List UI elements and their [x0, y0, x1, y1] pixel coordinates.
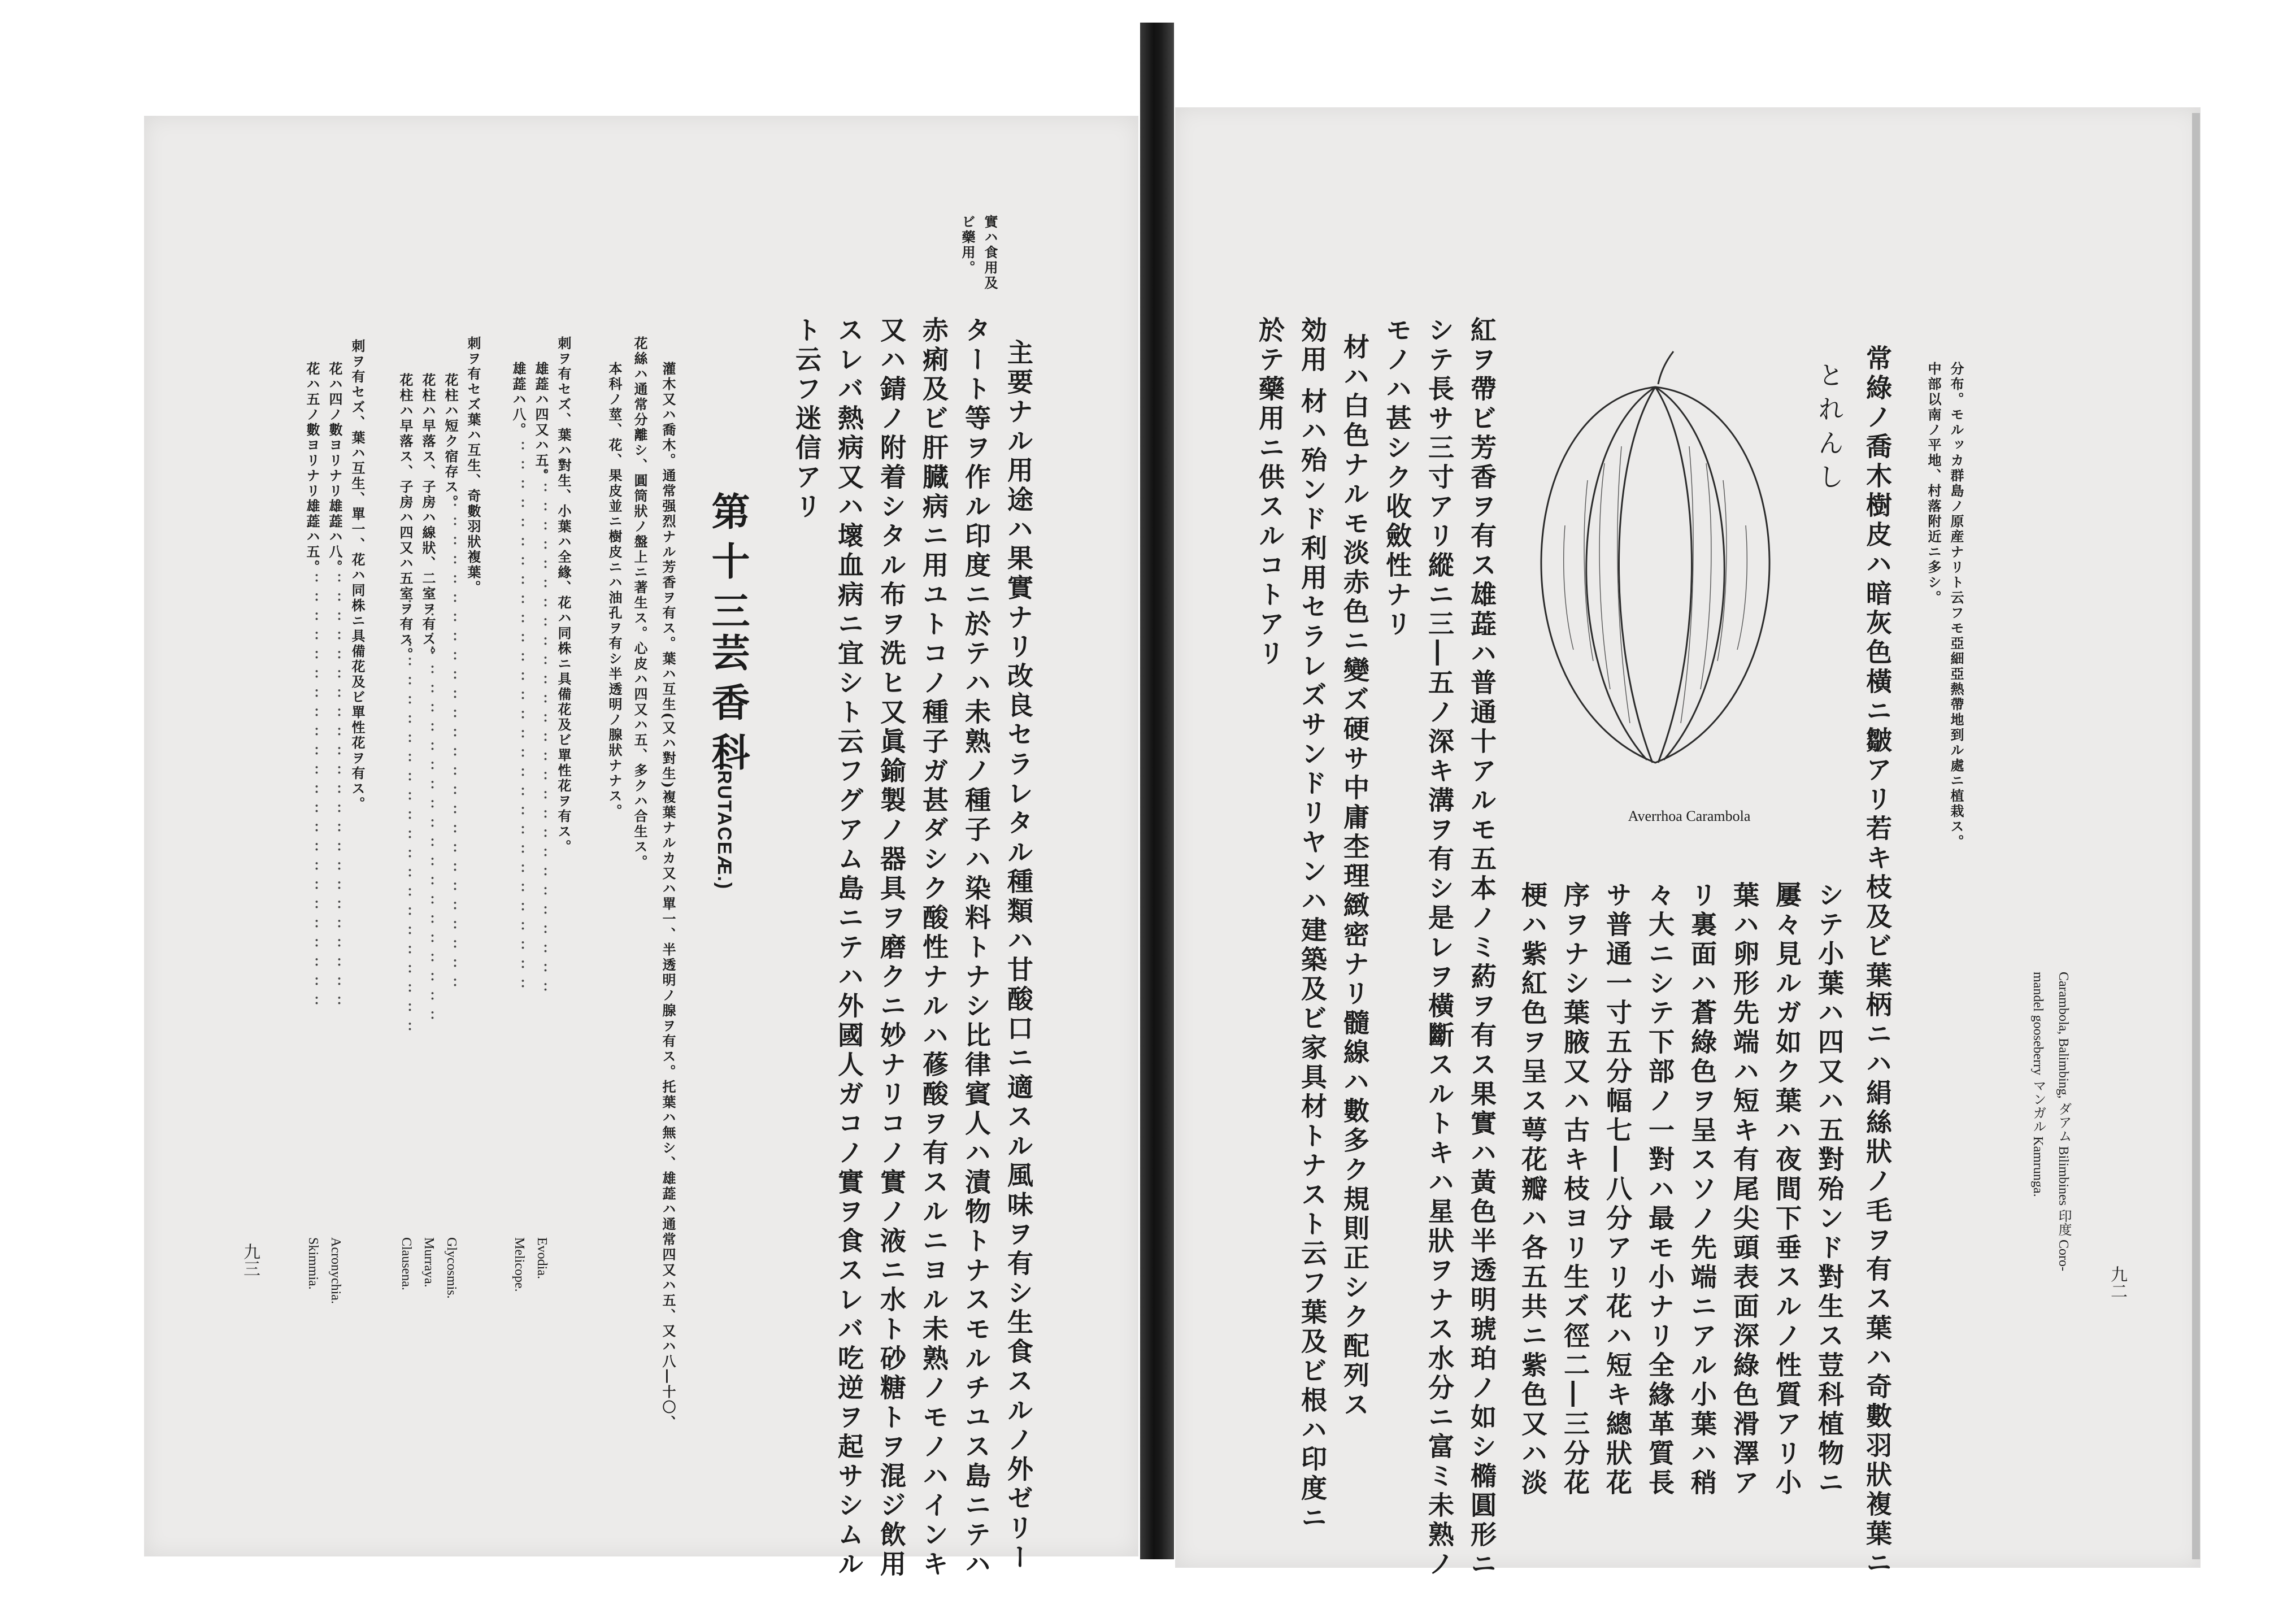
description-line-12: モノハ甚シク收斂性ナリ	[1382, 316, 1412, 640]
key-leader-dots: ：：：：：：：：：：：：：：：：：：：：：：：：	[304, 554, 320, 1015]
genus-murraya: Murraya.	[421, 1237, 436, 1288]
genus-skimmia: Skimmia.	[306, 1237, 320, 1290]
key-leader-dots: ：：：：：：：：：：：：：：：：：：：：：：：	[397, 599, 414, 1041]
genus-glycosmis: Glycosmis.	[444, 1237, 459, 1299]
family-description-line-2: 花絲ハ通常分離シ、圓筒狀ノ盤上ニ著生ス。心皮ハ四又ハ五、多クハ合生ス。	[632, 336, 648, 870]
family-description-line-3: 本科ノ莖、花、果皮並ニ樹皮ニハ油孔ヲ有シ半透明ノ腺狀ナナス。	[606, 362, 623, 819]
key-row-5: 花柱ハ短ク宿存ス。	[442, 373, 459, 510]
fruit-ridge-3	[1586, 387, 1655, 760]
uses-line-4: 又ハ錆ノ附着シタル布ヲ洗ヒ又眞鍮製ノ器具ヲ磨クニ妙ナリコノ實ノ液ニ水ト砂糖トヲ混ジ飲用	[876, 316, 907, 1580]
key-leader-dots: ：：：：：：：：：：：：：：：：：：：：：：：：：：	[442, 497, 459, 997]
description-line-3: 屢々見ルガ如ク葉ハ夜間下垂スルノ性質アリ小	[1772, 881, 1802, 1498]
description-line-10: 紅ヲ帶ビ芳香ヲ有ス雄蕋ハ普通十アルモ五本ノミ葯ヲ有ス果實ハ黃色半透明琥珀ノ如シ橢圓形ニ	[1467, 316, 1497, 1580]
fruit-stem	[1658, 351, 1673, 384]
uses-line-3: 赤痢及ビ肝臓病ニ用ユトコノ種子ガ甚ダシク酸性ナルハ蓚酸ヲ有スルニヨル未熟ノモノハインキ	[919, 316, 949, 1580]
uses-line-1: 主要ナル用途ハ果實ナリ改良セラレタル種類ハ甘酸口ニ適スル風味ヲ有シ生食スルノ外ゼリー	[1003, 339, 1034, 1573]
key-row-4: 刺ヲ有セズ葉ハ互生、奇數羽狀複葉。	[465, 336, 481, 595]
description-line-9: 梗ハ紫紅色ヲ呈ス萼花瓣ハ各五共ニ紫色又ハ淡	[1517, 881, 1548, 1498]
figure-caption: Averrhoa Carambola	[1628, 808, 1751, 824]
key-row-6: 花柱ハ早落ス、子房ハ線狀、二室ヲ有ス。	[420, 373, 436, 663]
plant-name-kana: とれんし	[1814, 362, 1845, 497]
description-line-2: シテ小葉ハ四又ハ五對殆ンド對生ス荳科植物ニ	[1814, 881, 1845, 1498]
distribution-line-1: 分布。モルッカ群島ノ原産ナリト云フモ亞細亞熱帶地到ル處ニ植栽ス。	[1948, 362, 1964, 850]
description-line-1: 常綠ノ喬木樹皮ハ暗灰色橫ニ皺アリ若キ枝及ビ葉柄ニハ絹絲狀ノ毛ヲ有ス葉ハ奇數羽狀複葉ニ	[1862, 345, 1893, 1578]
genus-evodia: Evodia.	[534, 1237, 549, 1279]
family-latin-name: (RUTACEÆ.)	[714, 763, 735, 890]
uses-line-5: スレバ熱病又ハ壞血病ニ宜シト云フグアム島ニテハ外國人ガコノ實ヲ食スレバ吃逆ヲ起サシムル	[834, 316, 864, 1580]
key-row-2: 雄蕋ハ四又ハ五。	[533, 362, 549, 484]
uses-line-6: ト云フ迷信アリ	[792, 316, 822, 522]
carambola-fruit-illustration	[1520, 345, 1791, 785]
page-number-left: 九三	[240, 1243, 260, 1277]
family-name: 芸香科	[705, 633, 750, 782]
vernacular-names-line-2: mandel gooseberry マンガル Kamrunga.	[2030, 972, 2045, 1197]
book-gutter	[1140, 23, 1174, 1559]
key-row-7: 花柱ハ早落ス、子房ハ四又ハ五室ヲ有ス。	[397, 373, 414, 663]
description-line-7: サ普通一寸五分幅七―八分アリ花ハ短キ總狀花	[1602, 881, 1633, 1498]
distribution-line-2: 中部以南ノ平地、村落附近ニ多シ。	[1925, 362, 1942, 606]
page-edge	[2192, 113, 2200, 1559]
key-leader-dots: ：：：：：：：：：：：：：：：：：：：：：：：	[420, 588, 436, 1029]
fruit-outline	[1541, 387, 1769, 763]
margin-note-line-1: 實ハ食用及	[982, 215, 998, 291]
description-line-11: シテ長サ三寸アリ縱ニ三―五ノ深キ溝ヲ有シ是レヲ橫斷スルトキハ星狀ヲナス水分ニ富ミ未熟ノ	[1424, 316, 1455, 1580]
key-leader-dots: ：：：：：：：：：：：：：：：：：：：：：：：：：：：：：	[510, 441, 527, 998]
uses-line-2: タート等ヲ作ル印度ニ於テハ未熟ノ種子ハ染料トナシ比律賓人ハ漬物トナスモルチユス島ニテハ	[961, 316, 992, 1580]
description-line-4: 葉ハ卵形先端ハ短キ有尾尖頭表面深綠色滑澤ア	[1729, 881, 1760, 1498]
key-leader-dots: ：：：：：：：：：：：：：：：：：：：：：：：：：：：：	[533, 463, 549, 1001]
uses-paragraph-line-1: 効用 材ハ殆ンド利用セラレズサンドリヤンハ建築及ビ家具材トナスト云フ葉及ビ根ハ印度ニ	[1297, 316, 1328, 1534]
key-row-1: 刺ヲ有セズ、葉ハ對生、小葉ハ全緣、花ハ同株ニ具備花及ビ單性花ヲ有ス。	[555, 336, 572, 855]
section-number: 第十三	[705, 492, 750, 641]
fruit-ridge-4	[1655, 387, 1724, 760]
key-row-8: 刺ヲ有セズ、葉ハ互生、單一、花ハ同株ニ具備花及ビ單性花ヲ有ス。	[349, 339, 366, 812]
uses-paragraph-line-2: 於テ藥用ニ供スルコトアリ	[1255, 316, 1285, 669]
description-line-5: リ裏面ハ蒼綠色ヲ呈スソノ先端ニアル小葉ハ稍	[1687, 881, 1717, 1498]
description-line-8: 序ヲナシ葉腋又ハ古キ枝ヨリ生ズ徑二―三分花	[1560, 881, 1590, 1498]
genus-clausena: Clausena.	[399, 1237, 414, 1290]
margin-note-line-2: ビ藥用。	[959, 215, 976, 276]
key-row-10: 花ハ五ノ數ヨリナリ雄蕋ハ五。	[304, 362, 320, 575]
genus-melicope: Melicope.	[512, 1237, 527, 1292]
fruit-ridge-1	[1619, 387, 1655, 763]
key-row-3: 雄蕋ハ八。	[510, 362, 527, 438]
genus-acronychia: Acronychia.	[328, 1237, 343, 1304]
vernacular-names-line-1: Carambola, Balimbing, ダアム Bilimbines 印度 Coro-	[2056, 972, 2071, 1271]
family-description-line-1: 灌木又ハ喬木。通常强烈ナル芳香ヲ有ス。葉ハ互生(又ハ對生)複葉ナルカ又ハ單一、半透明ノ腺ヲ有ス。托葉ハ無シ、雄蕋ハ通常四又ハ五、又ハ八―十〇、	[660, 362, 676, 1430]
page-number-right: 九二	[2107, 1266, 2127, 1299]
fruit-ridge-2	[1655, 387, 1692, 763]
wood-description: 材ハ白色ナルモ淡赤色ニ變ズ硬サ中庸杢理緻密ナリ髓線ハ數多ク規則正シク配列ス	[1340, 333, 1370, 1420]
key-leader-dots: ：：：：：：：：：：：：：：：：：：：：：：：：	[327, 554, 343, 1015]
description-line-6: 々大ニシテ下部ノ一對ハ最モ小ナリ全緣革質長	[1645, 881, 1675, 1498]
key-row-9: 花ハ四ノ數ヨリナリ雄蕋ハ八。	[327, 362, 343, 575]
